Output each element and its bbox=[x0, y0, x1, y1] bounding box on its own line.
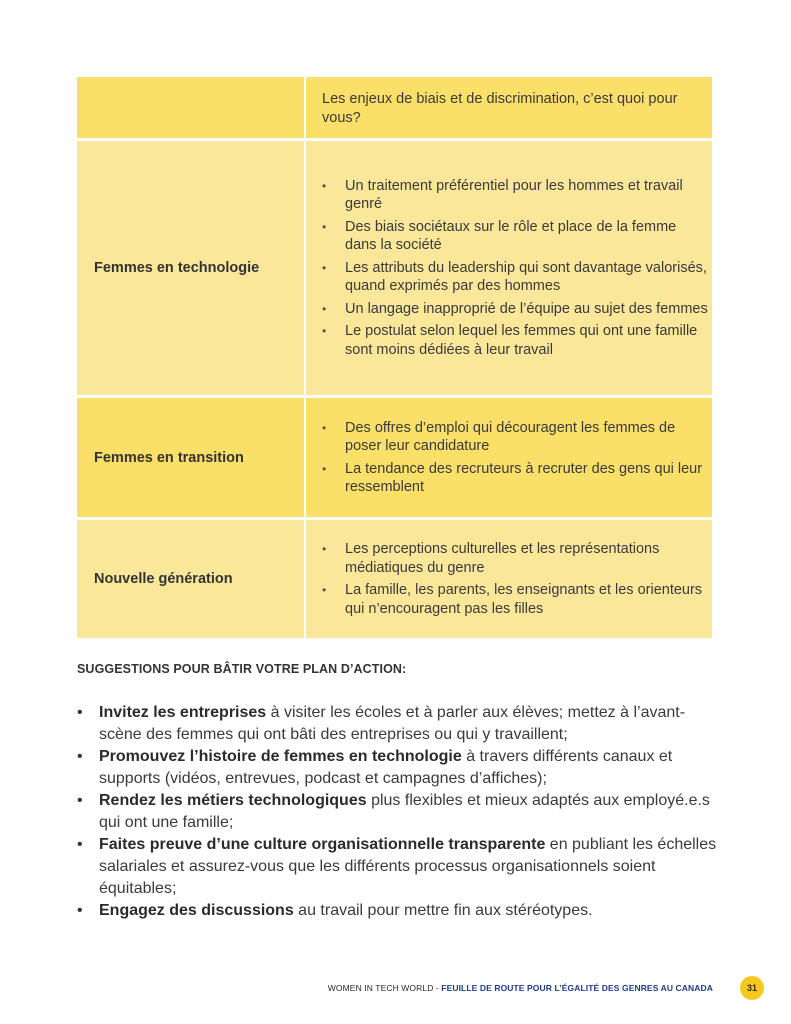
suggestion-item bbox=[77, 702, 727, 746]
page-number-badge: 31 bbox=[740, 976, 764, 1000]
list-item: • Les perceptions culturelles et les représentations médiatiques du genre bbox=[322, 540, 708, 577]
suggestion-text: en publiant les échelles salariales et assurez-vous que les différents processus organisationnels soient équitables; bbox=[99, 836, 717, 897]
row-items-femmes-en-transition bbox=[306, 398, 712, 517]
suggestion-item bbox=[77, 834, 727, 900]
list-item: • La tendance des recruteurs à recruter des gens qui leur ressemblent bbox=[322, 460, 708, 497]
suggestion-bold: Faites preuve d’une culture organisationnelle transparente bbox=[99, 836, 546, 853]
table-header-empty-cell bbox=[77, 77, 304, 138]
suggestion-text: à visiter les écoles et à parler aux élèves; mettez à l’avant-scène des femmes qui ont bâti des entreprises ou qui y travaillent; bbox=[99, 704, 686, 743]
list-item: • Le postulat selon lequel les femmes qui ont une famille sont moins dédiées à leur travail bbox=[322, 322, 708, 359]
suggestion-item bbox=[77, 746, 727, 790]
suggestion-bold: Invitez les entreprises bbox=[99, 704, 267, 721]
list-item: • La famille, les parents, les enseignants et les orienteurs qui n’encouragent pas les filles bbox=[322, 581, 708, 618]
suggestion-text: plus flexibles et mieux adaptés aux employé.e.s qui ont une famille; bbox=[99, 792, 710, 831]
suggestions-list bbox=[77, 702, 727, 922]
row-items-nouvelle-generation bbox=[306, 520, 712, 638]
list-item: • Des biais sociétaux sur le rôle et place de la femme dans la société bbox=[322, 218, 708, 255]
suggestion-item bbox=[77, 900, 727, 922]
row-label-femmes-en-transition: Femmes en transition bbox=[77, 398, 304, 517]
suggestion-bold: Rendez les métiers technologiques bbox=[99, 792, 367, 809]
discrimination-table bbox=[77, 77, 712, 638]
suggestions-title: SUGGESTIONS POUR BÂTIR VOTRE PLAN D’ACTION: bbox=[77, 662, 407, 676]
suggestion-item bbox=[77, 790, 727, 834]
suggestion-bold: Promouvez l’histoire de femmes en technologie bbox=[99, 748, 462, 765]
row-items-femmes-en-technologie bbox=[306, 141, 712, 395]
footer-series-title: FEUILLE DE ROUTE POUR L’ÉGALITÉ DES GENRES AU CANADA bbox=[441, 983, 713, 993]
suggestion-bold: Engagez des discussions bbox=[99, 902, 294, 919]
suggestion-text: au travail pour mettre fin aux stéréotypes. bbox=[293, 902, 593, 919]
list-item: • Un langage inapproprié de l’équipe au sujet des femmes bbox=[322, 300, 708, 319]
row-label-femmes-en-technologie: Femmes en technologie bbox=[77, 141, 304, 395]
row-label-nouvelle-generation: Nouvelle génération bbox=[77, 520, 304, 638]
suggestion-text: à travers différents canaux et supports (vidéos, entrevues, podcast et campagnes d’affiches); bbox=[99, 748, 673, 787]
list-item: • Les attributs du leadership qui sont davantage valorisés, quand exprimés par des hommes bbox=[322, 259, 708, 296]
footer-org: WOMEN IN TECH WORLD - bbox=[327, 983, 442, 993]
table-header-question: Les enjeux de biais et de discrimination, c’est quoi pour vous? bbox=[306, 77, 712, 138]
list-item: • Un traitement préférentiel pour les hommes et travail genré bbox=[322, 177, 708, 214]
list-item: • Des offres d’emploi qui découragent les femmes de poser leur candidature bbox=[322, 419, 708, 456]
page-footer bbox=[328, 983, 713, 993]
